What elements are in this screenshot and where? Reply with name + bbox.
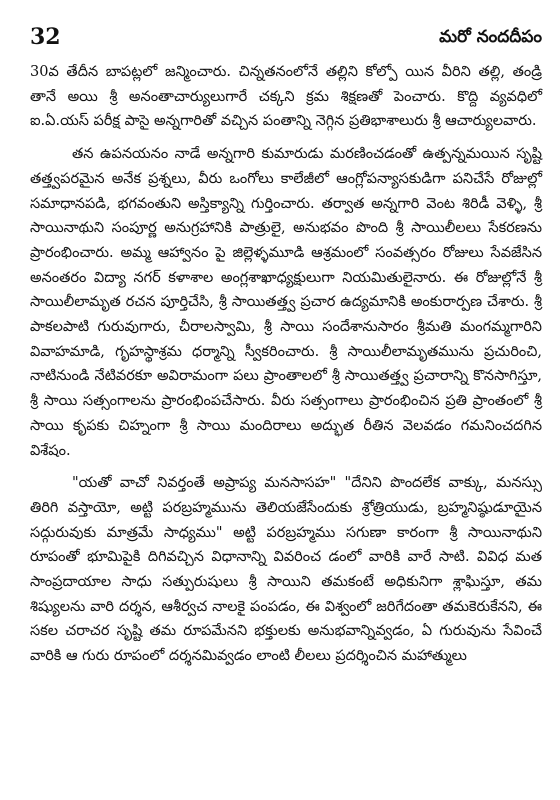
paragraph: తన ఉపనయనం నాడే అన్నగారి కుమారుడు మరణించడంతో ఉత్పన్నమయిన సృష్టి తత్త్వపరమైన అనేక ప్రశ్నలు, వీరు ఒంగోలు కాలేజీలో ఆంగ్లోపన్యాసకుడిగా పనిచేసే రోజుల్లో సమాధానపడి, భగవంతుని అస్తిక్యాన్ని గుర్తించారు. తర్వాత అన్నగారి వెంట శిరిడీ వెళ్ళి, శ్రీ సాయినాథుని సంపూర్ణ అనుగ్రహానికి పాత్రులై, అనుభవం పొంది శ్రీ సాయిలీలలు సేకరణను ప్రారంభించారు. అమ్మ ఆహ్వానం పై జిల్లెళ్ళమూడి ఆశ్రమంలో సంవత్సరం రోజులు సేవజేసిన అనంతరం విద్యా నగర్ కళాశాల అంగ్లశాఖాధ్యక్షులుగా నియమితులైనారు. ఈ రోజుల్లోనే శ్రీ సాయిలీలామృత రచన పూర్తిచేసి, శ్రీ సాయితత్త్వ ప్రచార ఉద్యమానికి అంకురార్పణ చేశారు. శ్రీ పాకలపాటి గురువుగారు, చీరాలస్వామి, శ్రీ సాయి సందేశానుసారం శ్రీమతి మంగమ్మగారిని వివాహమాడి, గృహస్థాశ్రమ ధర్మాన్ని స్వీకరించారు. శ్రీ సాయిలీలామృతమును ప్రచురించి, నాటినుండి నేటివరకూ అవిరామంగా పలు ప్రాంతాలలో శ్రీ సాయితత్త్వ ప్రచారాన్ని కొనసాగిస్తూ, శ్రీ సాయి సత్సంగాలను ప్రారంభింపచేసారు. వీరు సత్సంగాలు ప్రారంభించిన ప్రతి ప్రాంతంలో శ్రీ సాయి కృపకు చిహ్నంగా శ్రీ సాయి మందిరాలు అద్భుత రీతిన వెలవడం గమనించదగిన విశేషం. xyxy=(30,146,542,459)
page-header xyxy=(30,22,542,52)
paragraph: "యతో వాచో నివర్తంతే అప్రాప్య మనసాసహ" "దేనిని పొందలేక వాక్కు, మనస్సు తిరిగి వస్తాయో, అట్టి పరబ్రహ్మమును తెలియజేసేందుకు శ్రోత్రియుడు, బ్రహ్మనిష్ఠుడూయైన సద్గురువుకు మాత్రమే సాధ్యము" అట్టి పరబ్రహ్మము సగుణా కారంగా శ్రీ సాయినాథుని రూపంతో భూమిపైకి దిగివచ్చిన విధానాన్ని వివరించ డంలో వారికి వారే సాటి. వివిధ మత సాంప్రదాయాల సాధు సత్పురుషులు శ్రీ సాయిని తమకంటే అధికునిగా శ్లాఘిస్తూ, తమ శిష్యులను వారి దర్శన, ఆశీర్వచ నాలకై పంపడం, ఈ విశ్వంలో జరిగేదంతా తమకెరుకేనని, ఈ సకల చరాచర సృష్టి తమ రూపమేనని భక్తులకు అనుభవాన్నివ్వడం, ఏ గురువును సేవించే వారికి ఆ గురు రూపంలో దర్శనమివ్వడం లాంటి లీలలు ప్రదర్శించిన మహాత్ములు xyxy=(30,475,542,665)
running-title: మరో నందదీపం xyxy=(439,27,542,47)
body-text xyxy=(30,60,542,669)
page-number: 32 xyxy=(30,24,61,50)
paragraph: 30వ తేదీన బాపట్లలో జన్మించారు. చిన్నతనంలోనే తల్లిని కోల్పో యిన వీరిని తల్లి, తండ్రి తానే అయి శ్రీ అనంతాచార్యులుగారే చక్కని క్రమ శిక్షణతో పెంచారు. కొద్ది వ్యవధిలో ఐ.ఏ.యస్ పరీక్ష పాసై అన్నగారితో వచ్చిన పంతాన్ని నెగ్గిన ప్రతిభాశాలురు శ్రీ ఆచార్యులవారు. xyxy=(30,64,542,130)
